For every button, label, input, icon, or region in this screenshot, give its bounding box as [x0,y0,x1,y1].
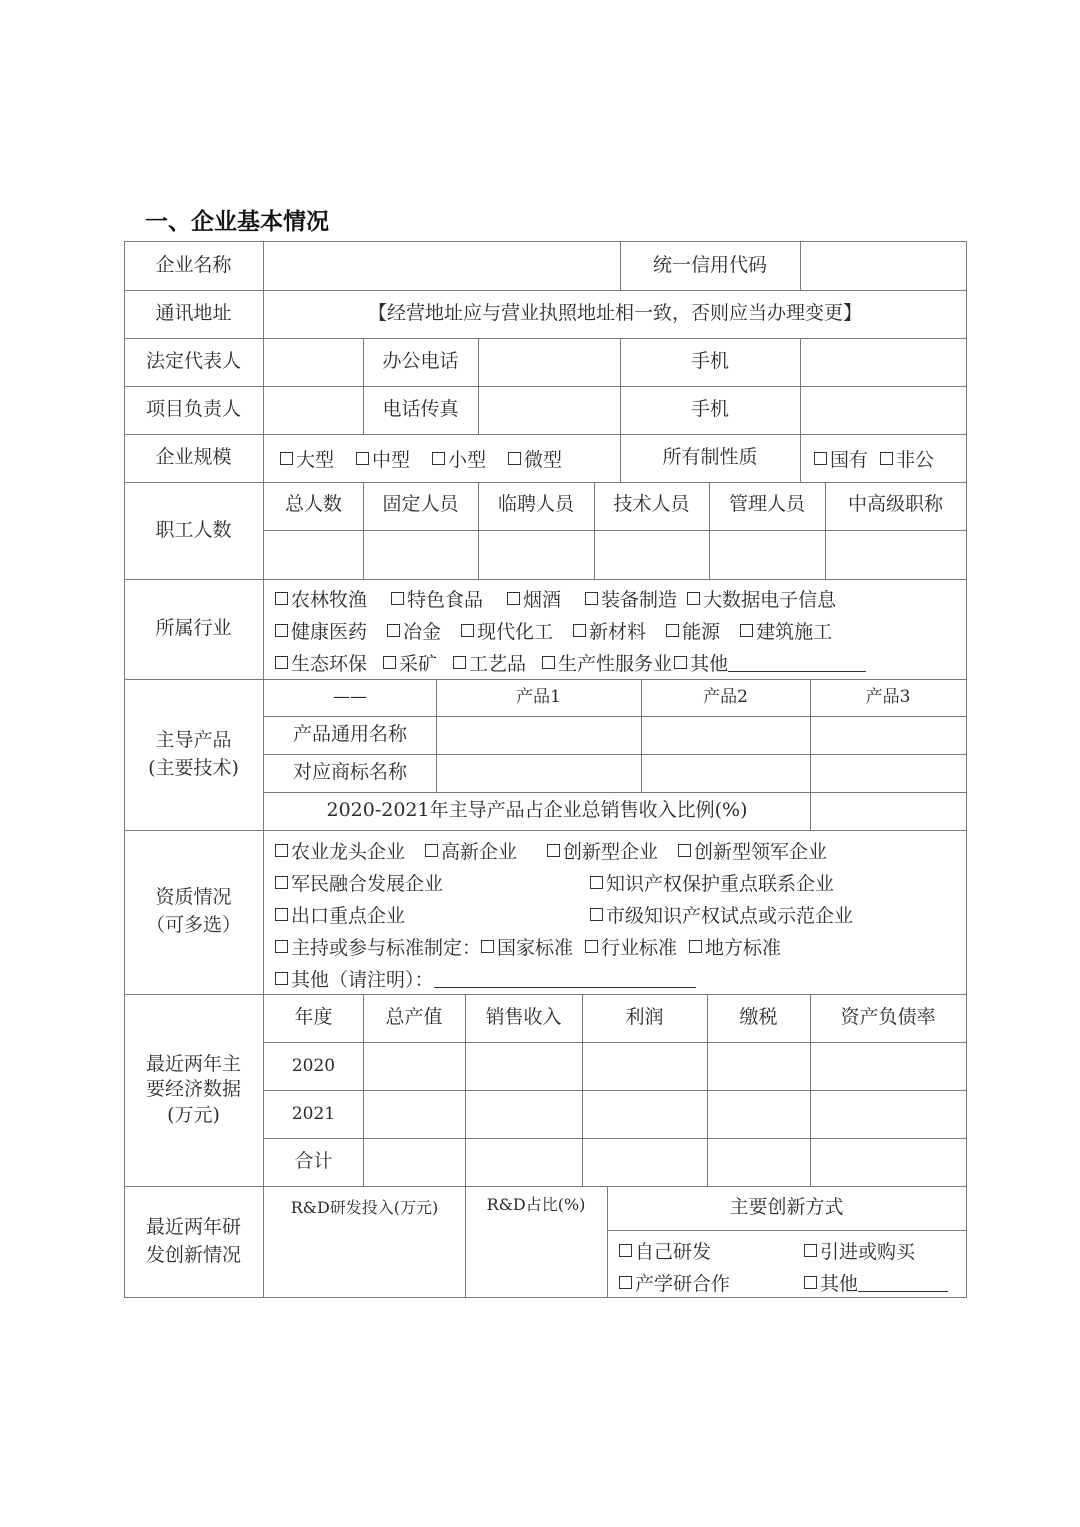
page-title: 一、企业基本情况 [145,209,329,235]
row-divider [607,1230,967,1231]
industry-option[interactable]: 农林牧渔 [275,585,367,612]
row-divider [263,1138,967,1139]
checkbox-icon[interactable] [432,452,445,465]
checkbox-icon[interactable] [590,876,603,889]
staff-header: 管理人员 [728,493,805,516]
econ-header: 销售收入 [485,1006,562,1029]
industry-option[interactable]: 建筑施工 [740,617,832,644]
checkbox-icon[interactable] [678,844,691,857]
industry-option[interactable]: 现代化工 [461,617,553,644]
qualification-options-row [590,899,853,929]
industry-option[interactable]: 生态环保 [275,649,367,676]
checkbox-icon[interactable] [590,908,603,921]
other-qualification-blank[interactable] [434,969,696,988]
checkbox-icon[interactable] [804,1276,817,1289]
qualification-option[interactable]: 其他（请注明）： [275,965,696,992]
industry-option[interactable]: 特色食品 [391,585,483,612]
credit-code-label: 统一信用代码 [652,253,767,276]
scale-option[interactable]: 微型 [508,445,562,472]
industry-options-row [275,583,836,613]
checkbox-icon[interactable] [804,1244,817,1257]
checkbox-icon[interactable] [280,452,293,465]
company-name-label: 企业名称 [155,253,232,276]
other-innovation-blank[interactable] [858,1273,948,1292]
staff-header: 总人数 [284,493,342,516]
legal-rep-label: 法定代表人 [145,350,241,373]
qualification-label: 资质情况 （可多选） [145,886,241,936]
checkbox-icon[interactable] [542,656,555,669]
industry-option[interactable]: 健康医药 [275,617,367,644]
product-header: 产品1 [516,687,561,708]
staff-label: 职工人数 [155,518,232,541]
checkbox-icon[interactable] [275,624,288,637]
industry-options-row [275,647,866,677]
qualification-options-row [275,963,696,993]
checkbox-icon[interactable] [275,592,288,605]
checkbox-icon[interactable] [689,940,702,953]
checkbox-icon[interactable] [740,624,753,637]
industry-option[interactable]: 采矿 [383,649,437,676]
office-phone-field[interactable] [479,338,620,386]
econ-header: 总产值 [385,1006,443,1029]
checkbox-icon[interactable] [674,656,687,669]
industry-option[interactable]: 新材料 [573,617,646,644]
company-info-form [124,241,967,1298]
industry-options-row [275,615,832,645]
checkbox-icon[interactable] [461,624,474,637]
row-divider [263,1042,967,1043]
product-header: 产品3 [865,687,911,708]
qualification-option[interactable]: 高新企业 [425,837,517,864]
main-product-label: 主导产品 (主要技术) [148,728,239,779]
qualification-option[interactable]: 农业龙头企业 [275,837,405,864]
staff-header: 固定人员 [382,493,459,516]
company-name-field[interactable] [264,241,620,290]
ownership-option[interactable]: 国有 [814,445,868,472]
table-border [966,241,967,1298]
econ-header: 资产负债率 [840,1006,936,1029]
standard-option[interactable]: 行业标准 [585,933,677,960]
scale-label: 企业规模 [155,446,232,469]
econ-total: 合计 [294,1150,333,1173]
mobile-field[interactable] [801,338,966,386]
other-industry-blank[interactable] [728,653,866,672]
checkbox-icon[interactable] [425,844,438,857]
product-generic-name-label: 产品通用名称 [292,723,407,746]
econ-header: 年度 [294,1006,333,1029]
qualification-options-row [275,899,405,929]
qualification-option[interactable]: 知识产权保护重点联系企业 [590,869,834,896]
checkbox-icon[interactable] [814,452,827,465]
product-dash: —— [333,687,367,708]
table-border [124,1297,967,1298]
product-revenue-ratio-label: 2020-2021年主导产品占企业总销售收入比例(%) [326,799,748,822]
econ-year-2020: 2020 [291,1055,336,1076]
checkbox-icon[interactable] [275,876,288,889]
econ-header: 利润 [625,1006,664,1029]
econ-year-2021: 2021 [291,1103,336,1124]
qualification-options-row [275,835,827,865]
checkbox-icon[interactable] [391,592,404,605]
checkbox-icon[interactable] [585,592,598,605]
standard-option[interactable]: 地方标准 [689,933,781,960]
fax-label: 电话传真 [382,398,459,421]
qualification-option[interactable]: 主持或参与标准制定： [275,933,481,960]
scale-options [280,443,562,473]
checkbox-icon[interactable] [619,1244,632,1257]
qualification-option[interactable]: 出口重点企业 [275,901,405,928]
ownership-label: 所有制性质 [662,446,758,469]
checkbox-icon[interactable] [383,656,396,669]
checkbox-icon[interactable] [619,1276,632,1289]
row-divider [263,1090,967,1091]
checkbox-icon[interactable] [585,940,598,953]
industry-option[interactable]: 能源 [666,617,720,644]
ownership-option[interactable]: 非公 [880,445,934,472]
qualification-options-row [275,931,781,961]
industry-option[interactable]: 其他 [674,649,866,676]
innovation-option[interactable]: 产学研合作 [619,1267,730,1297]
checkbox-icon[interactable] [481,940,494,953]
standard-option[interactable]: 国家标准 [481,933,573,960]
product-brand-name-label: 对应商标名称 [292,761,407,784]
scale-option[interactable]: 中型 [356,445,410,472]
ownership-options [814,443,934,473]
innovation-option[interactable]: 自己研发 [619,1235,711,1265]
qualification-option[interactable]: 创新型领军企业 [678,837,827,864]
innovation-mode-label: 主要创新方式 [729,1196,844,1219]
checkbox-icon[interactable] [356,452,369,465]
industry-option[interactable]: 冶金 [387,617,441,644]
address-label: 通讯地址 [155,302,232,325]
qualification-options-row [590,867,834,897]
qualification-option[interactable]: 市级知识产权试点或示范企业 [590,901,853,928]
checkbox-icon[interactable] [687,592,700,605]
checkbox-icon[interactable] [275,844,288,857]
staff-header: 中高级职称 [847,493,943,516]
checkbox-icon[interactable] [508,452,521,465]
checkbox-icon[interactable] [547,844,560,857]
econ-header: 缴税 [739,1006,778,1029]
rd-ratio-label: R&D占比(%) [486,1195,586,1215]
checkbox-icon[interactable] [275,656,288,669]
rd-investment-label: R&D研发投入(万元) [290,1198,439,1218]
checkbox-icon[interactable] [453,656,466,669]
industry-option[interactable]: 生产性服务业 [542,649,672,676]
industry-option[interactable]: 烟酒 [507,585,561,612]
checkbox-icon[interactable] [275,972,288,985]
industry-option[interactable]: 工艺品 [453,649,526,676]
office-phone-label: 办公电话 [382,350,459,373]
checkbox-icon[interactable] [573,624,586,637]
checkbox-icon[interactable] [275,908,288,921]
scale-option[interactable]: 大型 [280,445,334,472]
project-lead-label: 项目负责人 [145,398,241,421]
scale-option[interactable]: 小型 [432,445,486,472]
qualification-option[interactable]: 创新型企业 [547,837,658,864]
qualification-options-row [275,867,443,897]
row-divider [263,530,967,531]
legal-rep-field[interactable] [264,338,363,386]
staff-header: 临聘人员 [497,493,574,516]
checkbox-icon[interactable] [387,624,400,637]
qualification-option[interactable]: 军民融合发展企业 [275,869,443,896]
rd-label: 最近两年研 发创新情况 [145,1215,241,1266]
industry-option[interactable]: 大数据电子信息 [687,585,836,612]
address-note[interactable]: 【经营地址应与营业执照地址相一致，否则应当办理变更】 [367,302,862,325]
innovation-option[interactable]: 引进或购买 [804,1235,915,1265]
mobile-label: 手机 [690,350,729,373]
industry-label: 所属行业 [155,617,232,640]
checkbox-icon[interactable] [880,452,893,465]
product-header: 产品2 [703,687,748,708]
checkbox-icon[interactable] [275,940,288,953]
fax-field[interactable] [479,386,620,434]
checkbox-icon[interactable] [507,592,520,605]
credit-code-field[interactable] [801,241,966,290]
project-lead-field[interactable] [264,386,363,434]
mobile-label: 手机 [690,398,729,421]
checkbox-icon[interactable] [666,624,679,637]
mobile-field[interactable] [801,386,966,434]
econ-label: 最近两年主 要经济数据 (万元) [145,1052,241,1126]
innovation-option[interactable]: 其他 [804,1267,948,1297]
industry-option[interactable]: 装备制造 [585,585,677,612]
staff-header: 技术人员 [613,493,690,516]
